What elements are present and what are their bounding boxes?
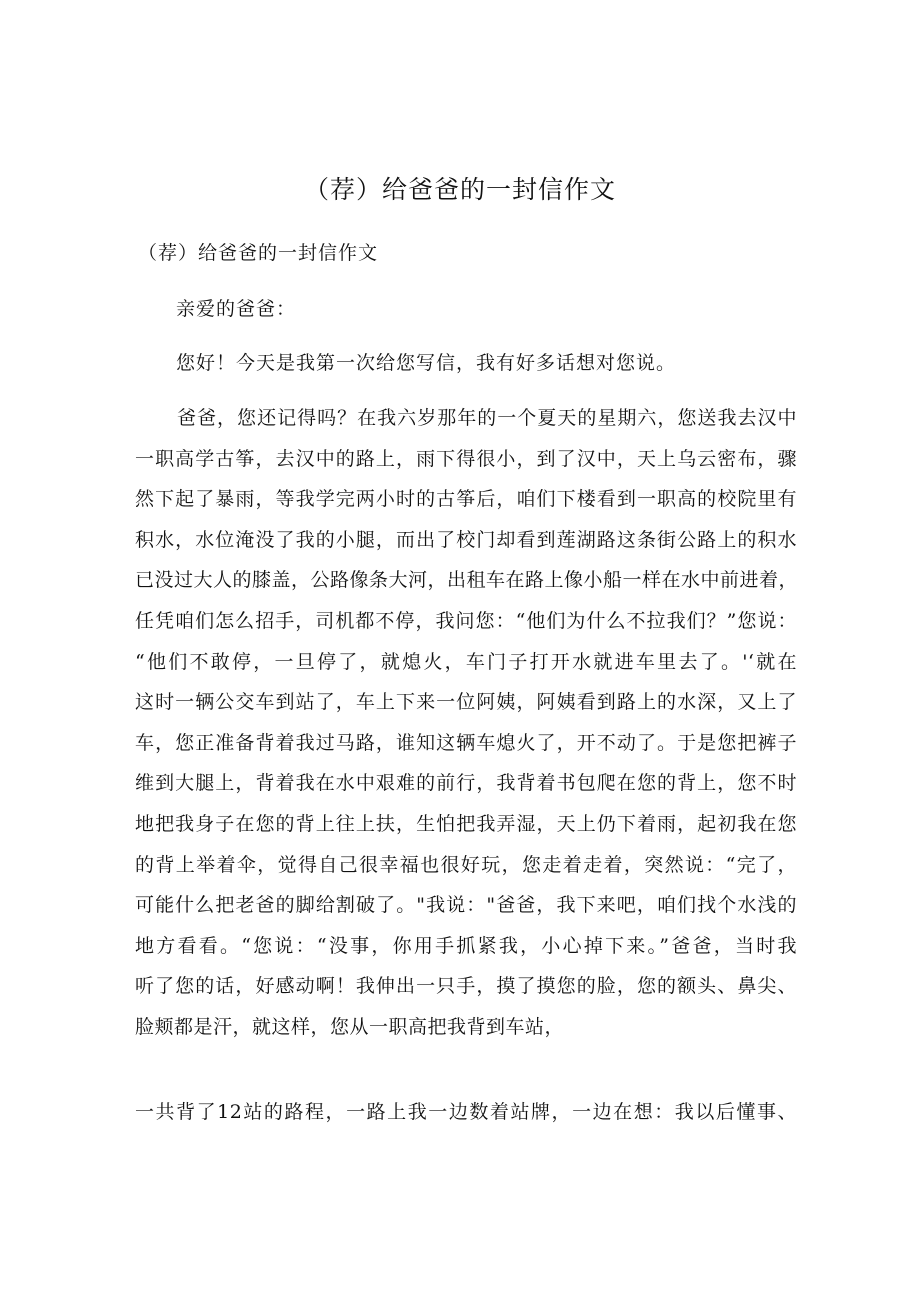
letter-continuation-line: 一共背了12站的路程，一路上我一边数着站牌，一边在想：我以后懂事、 <box>135 1101 797 1123</box>
body-line: 这时一辆公交车到站了，车上下来一位阿姨，阿姨看到路上的水深，又上了 <box>135 691 797 714</box>
body-line: 维到大腿上，背着我在水中艰难的前行，我背着书包爬在您的背上，您不时 <box>135 772 797 795</box>
letter-body-paragraph <box>135 398 797 1048</box>
document-title: （荐）给爸爸的一封信作文 <box>303 175 616 204</box>
body-line: 爸爸，您还记得吗？在我六岁那年的一个夏天的星期六，您送我去汉中 <box>177 407 797 429</box>
body-line: 的背上举着伞，觉得自己很幸福也很好玩，您走着走着，突然说：“完了， <box>135 853 797 876</box>
body-line: 脸颊都是汗，就这样，您从一职高把我背到车站， <box>135 1015 565 1038</box>
body-line: 任凭咱们怎么招手，司机都不停，我问您：“他们为什么不拉我们？”您说： <box>135 609 797 632</box>
body-line: 车，您正准备背着我过马路，谁知这辆车熄火了，开不动了。于是您把裤子 <box>135 731 797 754</box>
body-line: 地把我身子在您的背上往上扶，生怕把我弄湿，天上仍下着雨，起初我在您 <box>135 812 797 835</box>
letter-opening: 您好！今天是我第一次给您写信，我有好多话想对您说。 <box>176 352 677 374</box>
body-line: 一职高学古筝，去汉中的路上，雨下得很小，到了汉中，天上乌云密布，骤 <box>135 447 797 470</box>
letter-greeting: 亲爱的爸爸： <box>176 298 297 320</box>
body-line: “他们不敢停，一旦停了，就熄火，车门子打开水就进车里去了。'‘就在 <box>135 650 797 673</box>
body-line: 可能什么把老爸的脚给割破了。"我说："爸爸，我下来吧，咱们找个水浅的 <box>135 894 797 917</box>
document-subtitle: （荐）给爸爸的一封信作文 <box>138 242 379 264</box>
body-line: 听了您的话，好感动啊！我伸出一只手，摸了摸您的脸，您的额头、鼻尖、 <box>135 975 797 998</box>
body-line: 然下起了暴雨，等我学完两小时的古筝后，咱们下楼看到一职高的校院里有 <box>135 488 797 511</box>
body-line: 已没过大人的膝盖，公路像条大河，出租车在路上像小船一样在水中前进着， <box>135 569 799 592</box>
body-line: 积水，水位淹没了我的小腿，而出了校门却看到莲湖路这条街公路上的积水 <box>135 528 797 551</box>
body-line: 地方看看。“您说：“没事，你用手抓紧我，小心掉下来。”爸爸，当时我 <box>135 934 797 957</box>
